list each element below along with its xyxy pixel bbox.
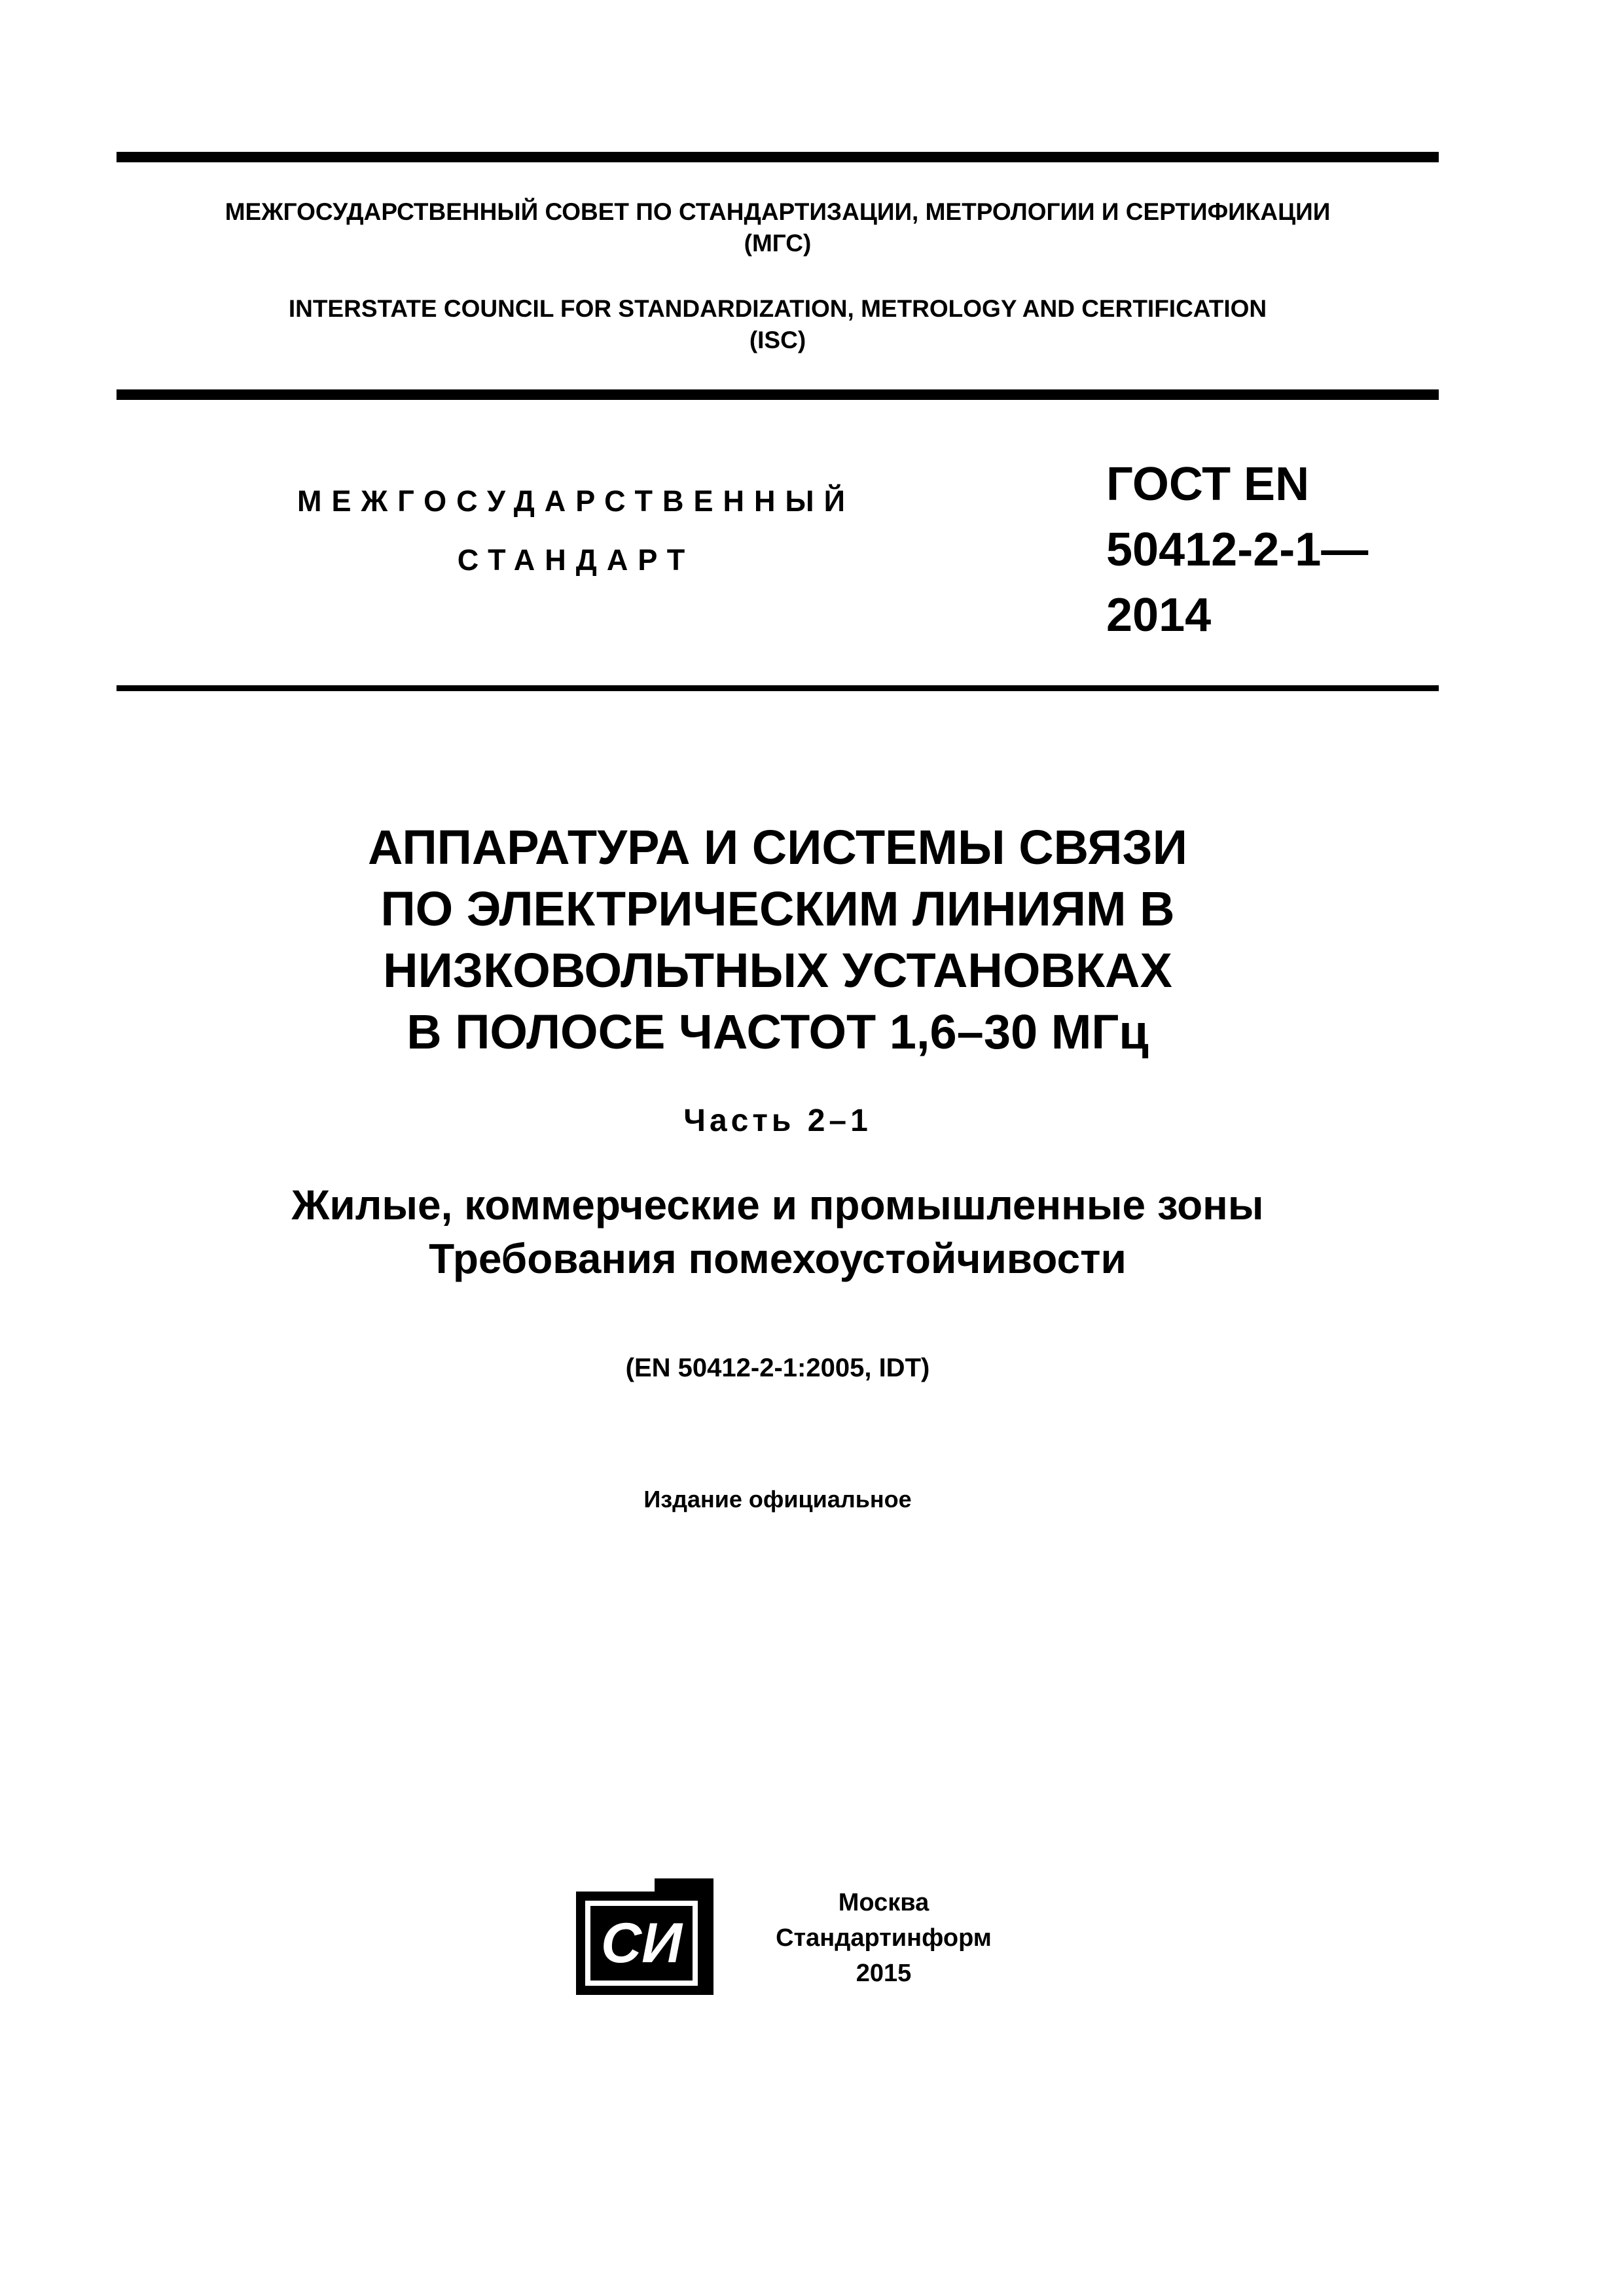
standard-type-line2: СТАНДАРТ: [457, 543, 695, 577]
top-rule: [117, 152, 1439, 162]
standard-number-line1: ГОСТ EN: [1106, 458, 1310, 511]
title-line: АППАРАТУРА И СИСТЕМЫ СВЯЗИ: [368, 820, 1187, 874]
council-name-en: [117, 293, 1439, 356]
council-name-ru: [117, 196, 1439, 259]
document-subtitle: [117, 1178, 1439, 1285]
standard-number-line2: 50412-2-1—: [1106, 524, 1369, 576]
publisher-name: Стандартинформ: [776, 1924, 992, 1952]
council-name-en-line: INTERSTATE COUNCIL FOR STANDARDIZATION, METROLOGY AND CERTIFICATION: [288, 295, 1267, 322]
title-line: ПО ЭЛЕКТРИЧЕСКИМ ЛИНИЯМ В: [380, 882, 1175, 936]
standard-number: [1106, 452, 1368, 648]
council-name-ru-line: МЕЖГОСУДАРСТВЕННЫЙ СОВЕТ ПО СТАНДАРТИЗАЦИИ, МЕТРОЛОГИИ И СЕРТИФИКАЦИИ: [225, 198, 1331, 225]
standartinform-logo-icon: [576, 1878, 713, 1996]
part-label: Часть 2–1: [683, 1103, 872, 1138]
council-abbr-en: (ISC): [749, 327, 806, 353]
council-abbr-ru: (МГС): [744, 230, 812, 257]
council-rule: [117, 389, 1439, 400]
identity-reference: (EN 50412-2-1:2005, IDT): [625, 1354, 930, 1382]
document-title: [117, 817, 1439, 1063]
publisher-city: Москва: [838, 1889, 929, 1916]
publisher-block: [746, 1885, 1021, 1991]
subtitle-line: Жилые, коммерческие и промышленные зоны: [291, 1181, 1264, 1229]
edition-label: Издание официальное: [643, 1486, 912, 1513]
standard-number-line3: 2014: [1106, 589, 1212, 641]
standard-type-line1: МЕЖГОСУДАРСТВЕННЫЙ: [297, 484, 855, 518]
standard-rule: [117, 685, 1439, 691]
publisher-year: 2015: [856, 1960, 912, 1987]
title-line: В ПОЛОСЕ ЧАСТОТ 1,6–30 МГц: [406, 1005, 1149, 1059]
title-line: НИЗКОВОЛЬТНЫХ УСТАНОВКАХ: [383, 943, 1172, 997]
subtitle-line: Требования помехоустойчивости: [429, 1235, 1127, 1282]
svg-text:СИ: СИ: [601, 1912, 682, 1975]
